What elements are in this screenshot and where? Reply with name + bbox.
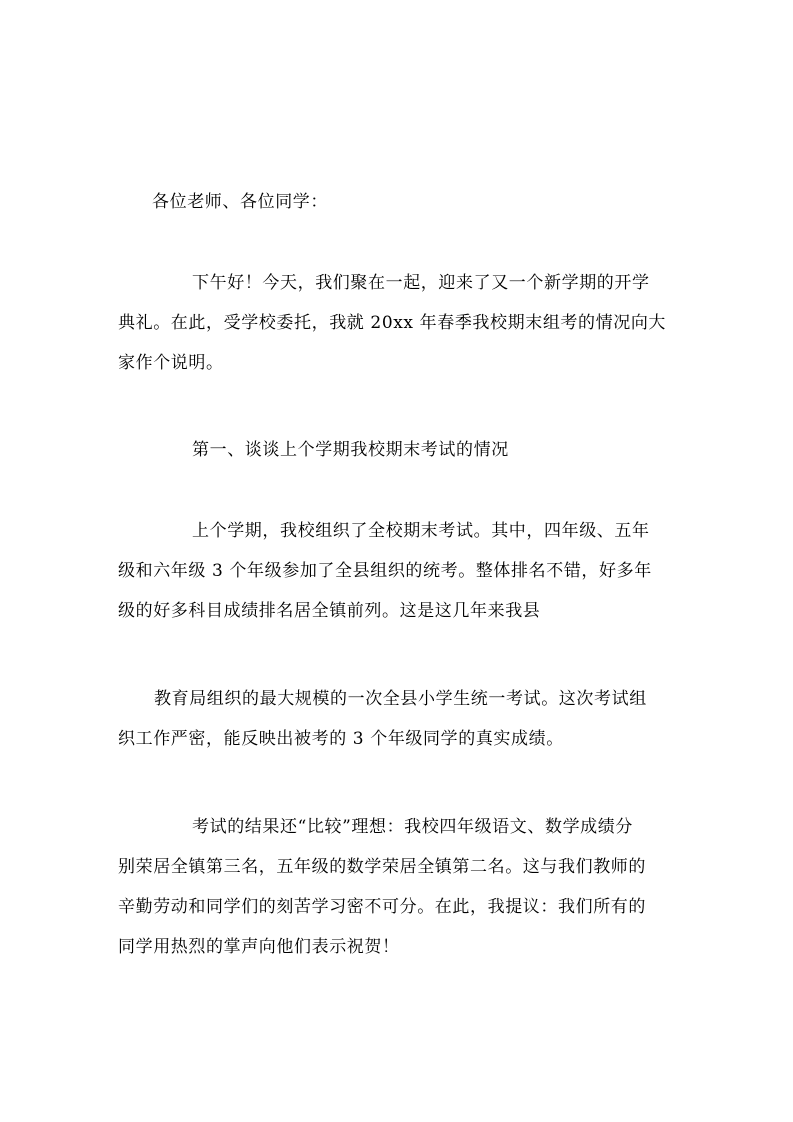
paragraph-line: 级的好多科目成绩排名居全镇前列。这是这几年来我县	[118, 601, 541, 621]
paragraph-line: 考试的结果还“比较”理想：我校四年级语文、数学成绩分	[192, 817, 633, 837]
paragraph-line: 家作个说明。	[118, 353, 224, 373]
paragraph-line: 织工作严密，能反映出被考的 3 个年级同学的真实成绩。	[118, 729, 564, 749]
paragraph-line: 辛勤劳动和同学们的刻苦学习密不可分。在此，我提议：我们所有的	[118, 897, 646, 917]
paragraph-opening	[118, 264, 688, 382]
paragraph-line: 典礼。在此，受学校委托，我就 20xx 年春季我校期末组考的情况向大	[118, 313, 667, 333]
paragraph-organization	[118, 680, 688, 758]
paragraph-results	[118, 808, 688, 966]
paragraph-exam	[118, 512, 688, 630]
paragraph-line: 别荣居全镇第三名，五年级的数学荣居全镇第二名。这与我们教师的	[118, 857, 646, 877]
paragraph-line: 级和六年级 3 个年级参加了全县组织的统考。整体排名不错，好多年	[118, 561, 652, 581]
section-heading	[118, 431, 688, 469]
greeting: 各位老师、各位同学：	[152, 192, 328, 212]
paragraph-line: 上个学期，我校组织了全校期末考试。其中，四年级、五年	[192, 521, 650, 541]
paragraph-line: 教育局组织的最大规模的一次全县小学生统一考试。这次考试组	[154, 689, 647, 709]
paragraph-line: 同学用热烈的掌声向他们表示祝贺！	[118, 937, 400, 957]
paragraph-line: 下午好！今天，我们聚在一起，迎来了又一个新学期的开学	[192, 273, 650, 293]
heading-line: 第一、谈谈上个学期我校期末考试的情况	[192, 440, 509, 460]
